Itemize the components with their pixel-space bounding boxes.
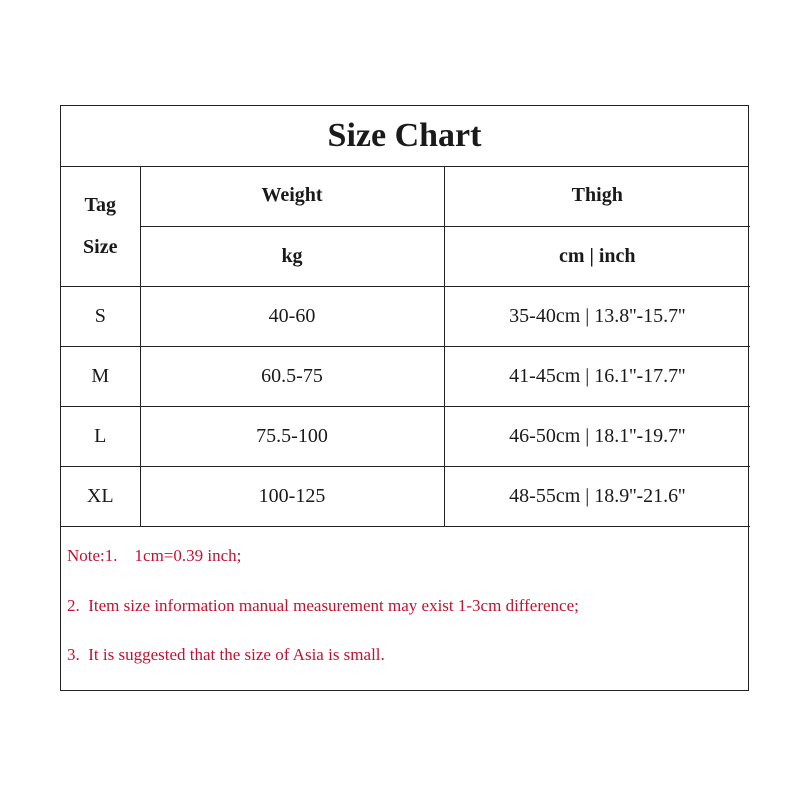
weight-cell: 100-125 bbox=[140, 466, 444, 526]
notes-section bbox=[61, 526, 748, 692]
chart-title: Size Chart bbox=[61, 106, 748, 167]
header-row bbox=[61, 166, 750, 226]
table-row bbox=[61, 406, 750, 466]
size-cell: XL bbox=[61, 466, 140, 526]
weight-unit: kg bbox=[140, 226, 444, 286]
weight-cell: 75.5-100 bbox=[140, 406, 444, 466]
thigh-unit: cm | inch bbox=[444, 226, 750, 286]
note-line: 3. It is suggested that the size of Asia is small. bbox=[67, 645, 385, 664]
note-line: 2. Item size information manual measurement may exist 1-3cm difference; bbox=[67, 596, 579, 615]
unit-row bbox=[61, 226, 750, 286]
thigh-header: Thigh bbox=[444, 166, 750, 226]
note-line: Note:1. 1cm=0.39 inch; bbox=[67, 546, 242, 565]
size-label: Size bbox=[83, 235, 118, 258]
thigh-cell: 41-45cm | 16.1''-17.7'' bbox=[444, 346, 750, 406]
thigh-cell: 46-50cm | 18.1''-19.7'' bbox=[444, 406, 750, 466]
thigh-cell: 48-55cm | 18.9''-21.6'' bbox=[444, 466, 750, 526]
size-table bbox=[61, 166, 750, 527]
size-cell: S bbox=[61, 286, 140, 346]
tag-label: Tag bbox=[84, 193, 116, 216]
weight-cell: 40-60 bbox=[140, 286, 444, 346]
table-row bbox=[61, 466, 750, 526]
table-row bbox=[61, 286, 750, 346]
thigh-cell: 35-40cm | 13.8''-15.7'' bbox=[444, 286, 750, 346]
weight-header: Weight bbox=[140, 166, 444, 226]
weight-cell: 60.5-75 bbox=[140, 346, 444, 406]
size-chart bbox=[60, 105, 749, 691]
size-cell: L bbox=[61, 406, 140, 466]
table-row bbox=[61, 346, 750, 406]
tag-size-header bbox=[61, 166, 140, 286]
size-cell: M bbox=[61, 346, 140, 406]
